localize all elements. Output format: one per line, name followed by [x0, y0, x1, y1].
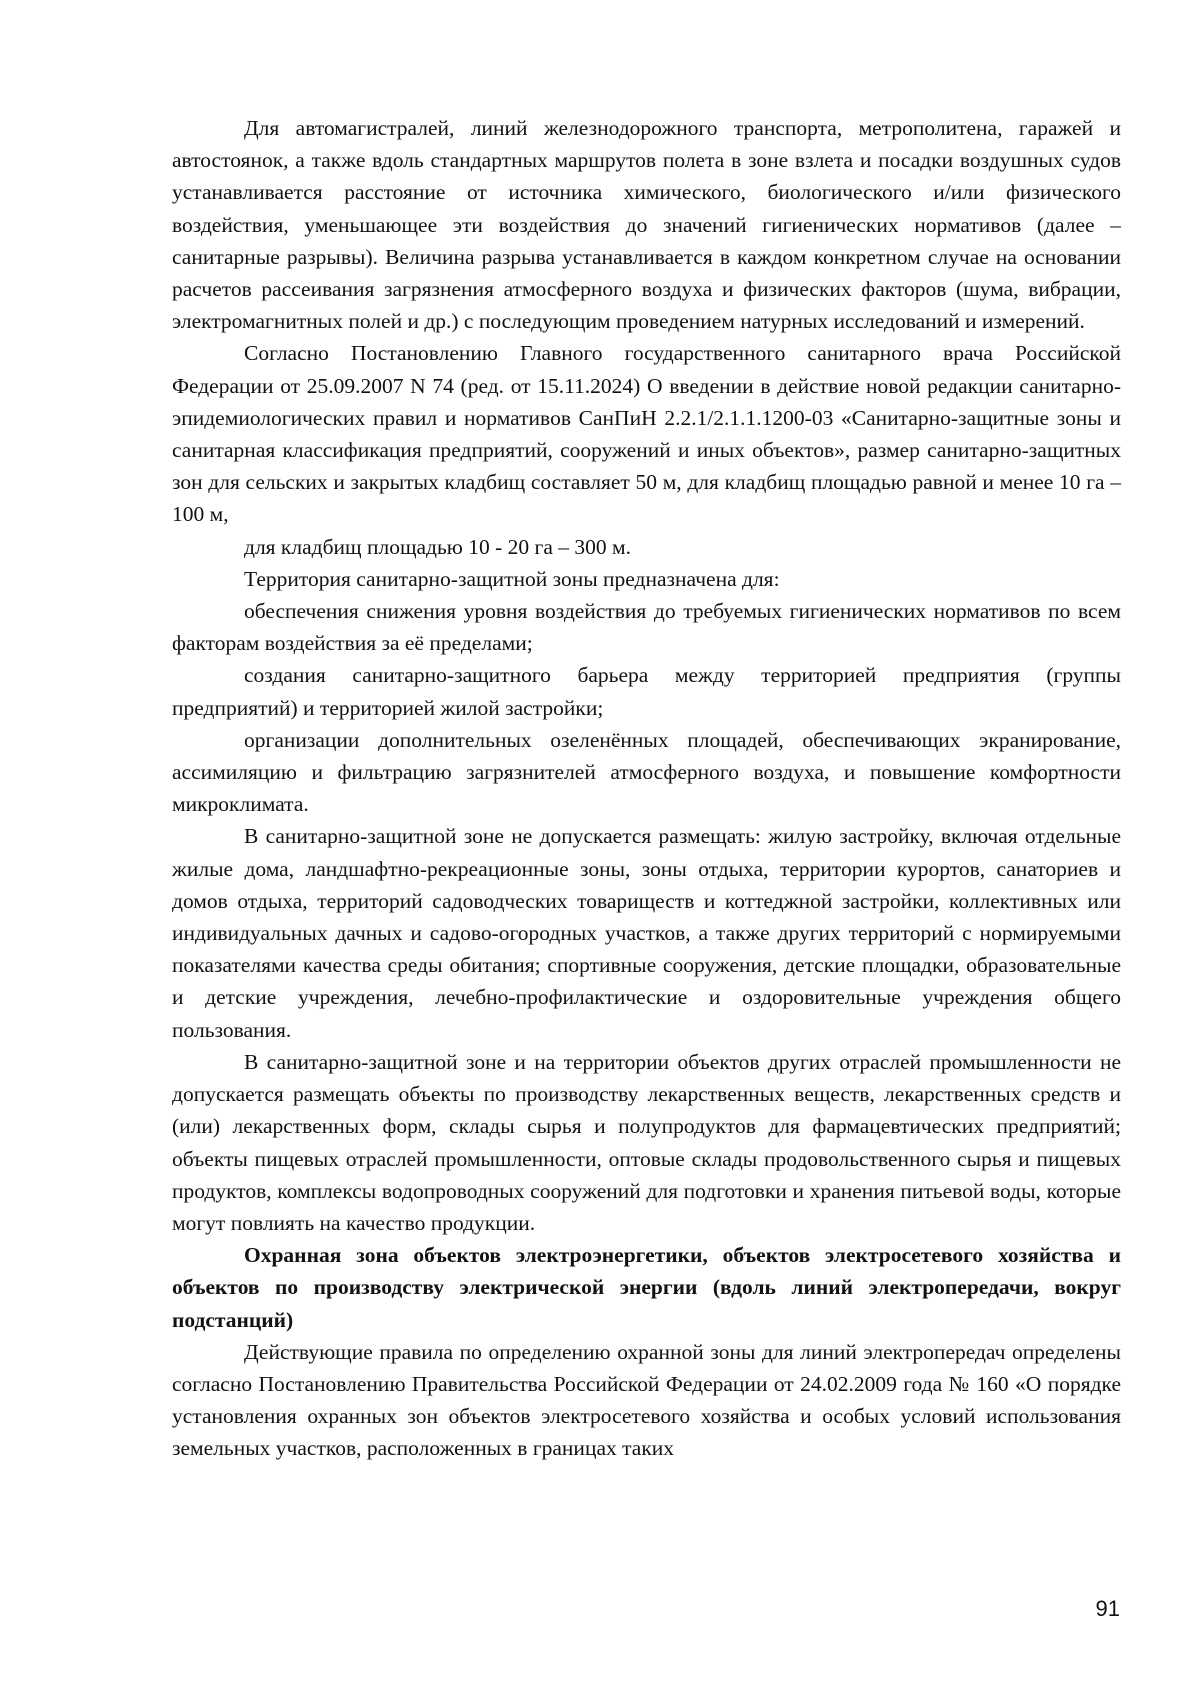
paragraph-sanitary-gaps: Для автомагистралей, линий железнодорожного транспорта, метрополитена, гаражей и автостоянок, а также вдоль стандартных маршрутов полета в зоне взлета и посадки воздушных судов устанавливается расстояние от источника химического, биологического и/или физического воздействия, уменьшающее эти воздействия до значений гигиенических нормативов (далее – санитарные разрывы). Величина разрыва устанавливается в каждом конкретном случае на основании расчетов рассеивания загрязнения атмосферного воздуха и физических факторов (шума, вибрации, электромагнитных полей и др.) с последующим проведением натурных исследований и измерений.: [172, 116, 1121, 334]
section-heading-power-zone: Охранная зона объектов электроэнергетики, объектов электросетевого хозяйства и объектов по производству электрической энергии (вдоль линий электропередачи, вокруг подстанций): [172, 1243, 1121, 1332]
paragraph-sanpin-resolution: Согласно Постановлению Главного государственного санитарного врача Российской Федерации от 25.09.2007 N 74 (ред. от 15.11.2024) О введении в действие новой редакции санитарно-эпидемиологических правил и нормативов СанПиН 2.2.1/2.1.1.1200-03 «Санитарно-защитные зоны и санитарная классификация предприятий, сооружений и иных объектов», размер санитарно-защитных зон для сельских и закрытых кладбищ составляет 50 м, для кладбищ площадью равной и менее 10 га – 100 м,: [172, 341, 1121, 527]
paragraph-purpose-greening: организации дополнительных озеленённых площадей, обеспечивающих экранирование, ассимиляцию и фильтрацию загрязнителей атмосферного воздуха, и повышение комфортности микроклимата.: [172, 727, 1121, 817]
page-number: 91: [1095, 1596, 1120, 1621]
paragraph-purpose-reduction: обеспечения снижения уровня воздействия до требуемых гигиенических нормативов по всем факторам воздействия за её пределами;: [172, 599, 1121, 656]
paragraph-power-line-rules: Действующие правила по определению охранной зоны для линий электропередач определены согласно Постановлению Правительства Российской Федерации от 24.02.2009 года № 160 «О порядке установления охранных зон объектов электросетевого хозяйства и особых условий использования земельных участков, расположенных в границах таких: [172, 1339, 1121, 1461]
paragraph-purpose-barrier: создания санитарно-защитного барьера между территорией предприятия (группы предприятий) и территорией жилой застройки;: [172, 663, 1121, 720]
paragraph-cemetery-300m: для кладбищ площадью 10 - 20 га – 300 м.: [244, 534, 631, 559]
document-page: [172, 112, 1121, 1465]
paragraph-szz-prohibited: В санитарно-защитной зоне не допускается размещать: жилую застройку, включая отдельные жилые дома, ландшафтно-рекреационные зоны, зоны отдыха, территории курортов, санаториев и домов отдыха, территорий садоводческих товариществ и коттеджной застройки, коллективных или индивидуальных дачных и садово-огородных участков, а также других территорий с нормируемыми показателями качества среды обитания; спортивные сооружения, детские площадки, образовательные и детские учреждения, лечебно-профилактические и оздоровительные учреждения общего пользования.: [172, 824, 1121, 1042]
paragraph-szz-industry-prohibited: В санитарно-защитной зоне и на территории объектов других отраслей промышленности не допускается размещать объекты по производству лекарственных веществ, лекарственных средств и (или) лекарственных форм, склады сырья и полупродуктов для фармацевтических предприятий; объекты пищевых отраслей промышленности, оптовые склады продовольственного сырья и пищевых продуктов, комплексы водопроводных сооружений для подготовки и хранения питьевой воды, которые могут повлиять на качество продукции.: [172, 1049, 1121, 1235]
paragraph-szz-purpose-intro: Территория санитарно-защитной зоны предназначена для:: [244, 566, 780, 591]
